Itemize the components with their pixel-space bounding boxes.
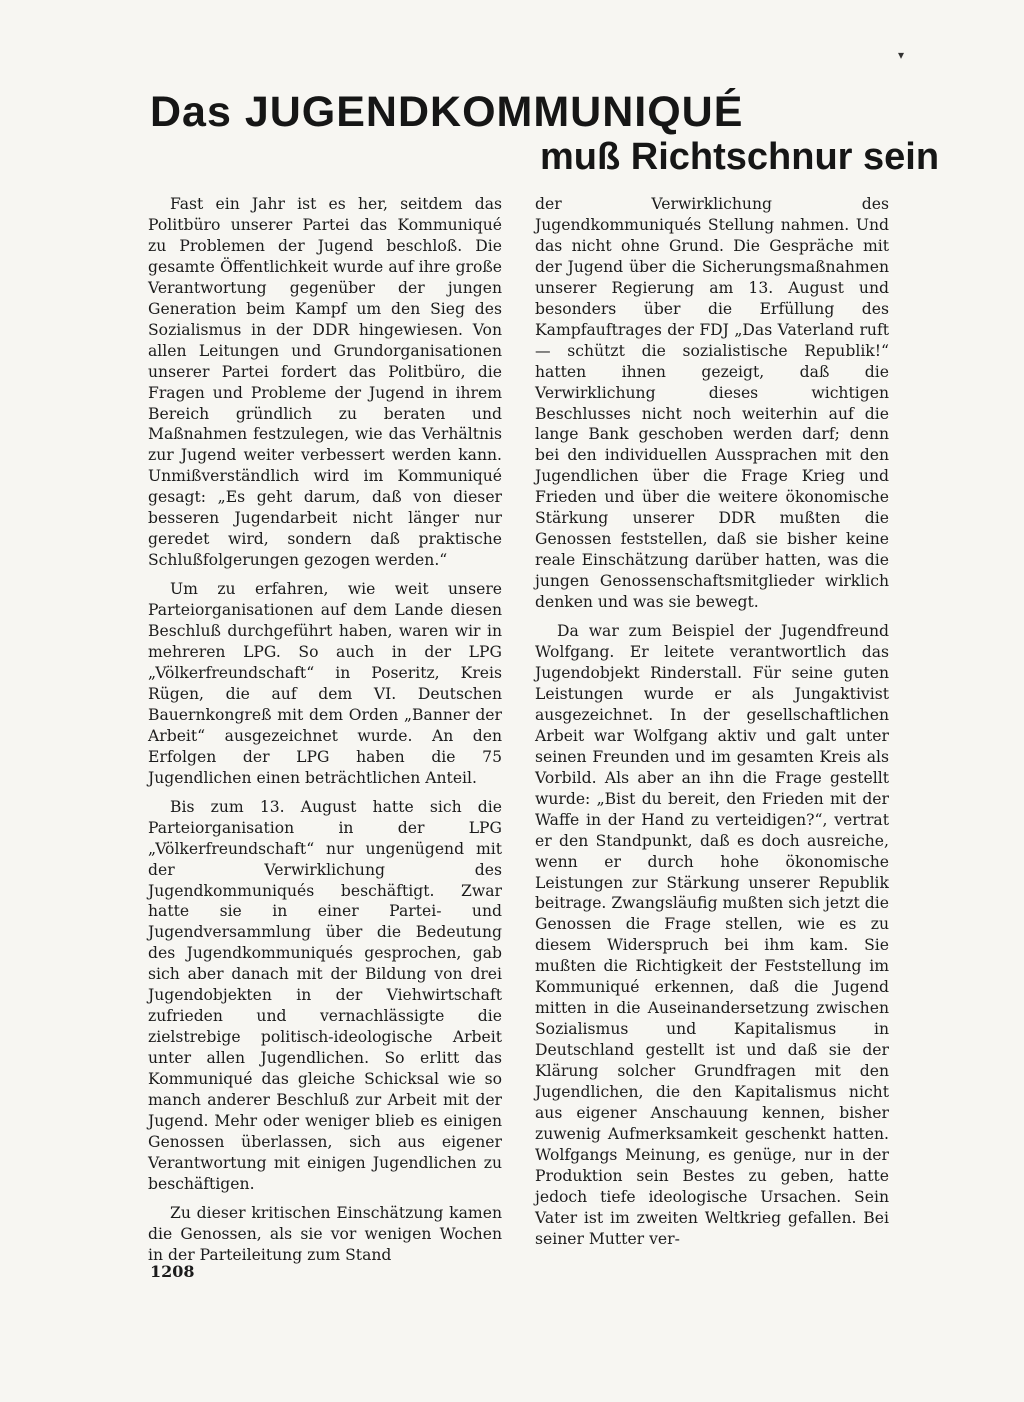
page-number: 1208 bbox=[150, 1262, 195, 1281]
paragraph: Um zu erfahren, wie weit unsere Parteiorganisationen auf dem Lande diesen Beschluß durchgeführt haben, waren wir in mehreren LPG. So auch in der LPG „Völkerfreundschaft“ in Poseritz, Kreis Rügen, die auf dem VI. Deutschen Bauernkongreß mit dem Orden „Banner der Arbeit“ ausgezeichnet wurde. An den Erfolgen der LPG haben die 75 Jugendlichen einen beträchtlichen Anteil. bbox=[148, 580, 502, 787]
left-column bbox=[148, 194, 502, 1266]
paragraph: Fast ein Jahr ist es her, seitdem das Politbüro unserer Partei das Kommuniqué zu Problemen der Jugend beschloß. Die gesamte Öffentlichkeit wurde auf ihre große Verantwortung gegenüber der jungen Generation beim Kampf um den Sieg des Sozialismus in der DDR hingewiesen. Von allen Leitungen und Grundorganisationen unserer Partei fordert das Politbüro, die Fragen und Probleme der Jugend in ihrem Bereich gründlich zu beraten und Maßnahmen festzulegen, wie das Verhältnis zur Jugend weiter verbessert werden kann. Unmißverständlich wird im Kommuniqué gesagt: „Es geht darum, daß von dieser besseren Jugendarbeit nicht länger nur geredet wird, sondern daß praktische Schlußfolgerungen gezogen werden.“ bbox=[148, 195, 502, 570]
right-column bbox=[535, 194, 889, 1250]
scan-mark: ▾ bbox=[898, 48, 905, 62]
paragraph: Da war zum Beispiel der Jugendfreund Wolfgang. Er leitete verantwortlich das Jugendobjekt Rinderstall. Für seine guten Leistungen wurde er als Jungaktivist ausgezeichnet. In der gesellschaftlichen Arbeit war Wolfgang aktiv und galt unter seinen Freunden und im gesamten Kreis als Vorbild. Als aber an ihn die Frage gestellt wurde: „Bist du bereit, den Frieden mit der Waffe in der Hand zu verteidigen?“, vertrat er den Standpunkt, daß es doch ausreiche, wenn er durch hohe ökonomische Leistungen zur Stärkung unserer Republik beitrage. Zwangsläufig mußten sich jetzt die Genossen die Frage stellen, wie es zu diesem Widerspruch bei ihm kam. Sie mußten die Richtigkeit der Feststellung im Kommuniqué erkennen, daß die Jugend mitten in die Auseinandersetzung zwischen Sozialismus und Kapitalismus in Deutschland gestellt ist und daß sie der Klärung solcher Grundfragen mit den Jugendlichen, die den Kapitalismus nicht aus eigener Anschauung kennen, bisher zuwenig Aufmerksamkeit geschenkt hatten. Wolfgangs Meinung, es genüge, nur in der Produktion sein Bestes zu geben, hatte jedoch tiefe ideologische Ursachen. Sein Vater ist im zweiten Weltkrieg gefallen. Bei seiner Mutter ver- bbox=[535, 622, 889, 1248]
paragraph: Bis zum 13. August hatte sich die Parteiorganisation in der LPG „Völkerfreundschaft“ nur ungenügend mit der Verwirklichung des Jugendkommuniqués beschäftigt. Zwar hatte sie in einer Partei- und Jugendversammlung über die Bedeutung des Jugendkommuniqués gesprochen, gab sich aber danach mit der Bildung von drei Jugendobjekten in der Viehwirtschaft zufrieden und vernachlässigte die zielstrebige politisch-ideologische Arbeit unter allen Jugendlichen. So erlitt das Kommuniqué das gleiche Schicksal wie so manch anderer Beschluß zur Arbeit mit der Jugend. Mehr oder weniger blieb es einigen Genossen überlassen, sich aus eigener Verantwortung mit einigen Jugendlichen zu beschäftigen. bbox=[148, 797, 502, 1193]
paragraph: Zu dieser kritischen Einschätzung kamen die Genossen, als sie vor wenigen Wochen in der Parteileitung zum Stand bbox=[148, 1203, 502, 1264]
article-title: Das JUGENDKOMMUNIQUÉ bbox=[150, 88, 744, 136]
paragraph: der Verwirklichung des Jugendkommuniqués Stellung nahmen. Und das nicht ohne Grund. Die Gespräche mit der Jugend über die Sicherungsmaßnahmen unserer Regierung am 13. August und besonders über die Erfüllung des Kampfauftrages der FDJ „Das Vaterland ruft — schützt die sozialistische Republik!“ hatten ihnen gezeigt, daß die Verwirklichung dieses wichtigen Beschlusses nicht noch weiterhin auf die lange Bank geschoben werden darf; denn bei den individuellen Aussprachen mit den Jugendlichen über die Frage Krieg und Frieden und über die weitere ökonomische Stärkung unserer DDR mußten die Genossen feststellen, daß sie bisher keine reale Einschätzung darüber hatten, was die jungen Genossenschaftsmitglieder wirklich denken und was sie bewegt. bbox=[535, 195, 889, 612]
article-subtitle: muß Richtschnur sein bbox=[540, 136, 940, 178]
